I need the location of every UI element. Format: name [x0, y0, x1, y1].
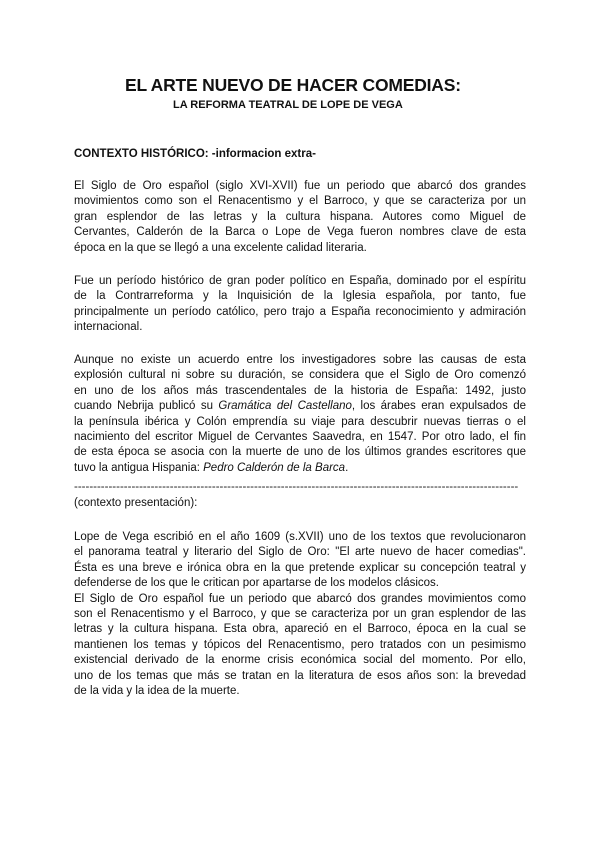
paragraph-line: Aunque no existe un acuerdo entre los investigadores sobre las causas de esta: [74, 354, 526, 366]
paragraph-line: Lope de Vega escribió en el año 1609 (s.XVII) uno de los textos que revolucionaron: [74, 531, 526, 543]
paragraph-siglo-de-oro: [74, 179, 526, 256]
paragraph-lope-de-vega: [74, 530, 526, 699]
paragraph-line: de esta época se asocia con la muerte de uno de los últimos grandes escritores que: [74, 446, 526, 459]
paragraph-line: internacional.: [74, 321, 143, 334]
paragraph-line: [74, 461, 526, 476]
paragraph-line: letras y la cultura hispana. Esta obra, apareció en el Barroco, época en la cual se: [74, 623, 526, 636]
presentation-note: (contexto presentación):: [74, 497, 198, 509]
paragraph-line: mantienen los temas y tópicos del Renacentismo, pero tratados con un pesimismo: [74, 638, 526, 651]
paragraph-line: movimientos como son el Renacentismo y el Barroco, y que se caracteriza por un: [74, 195, 526, 208]
paragraph-line: nacimiento del escritor Miguel de Cervantes Saavedra, en 1547. Por otro lado, el fin: [74, 431, 526, 444]
text-run: tuvo la antigua Hispania:: [74, 461, 204, 474]
paragraph-line: época en la que se llegó a una excelente calidad literaria.: [74, 241, 367, 254]
paragraph-line: Ésta es una breve e irónica obra en la que pretende explicar su concepción teatral y: [74, 561, 526, 574]
section-heading: CONTEXTO HISTÓRICO: -informacion extra-: [74, 148, 316, 160]
paragraph-line: el panorama teatral y literario del Siglo de Oro: "El arte nuevo de hacer comedias".: [74, 546, 526, 559]
paragraph-line: existencial derivado de la enorme crisis económica social del momento. Por ello,: [74, 654, 526, 667]
paragraph-line: de la Contrarreforma y la Inquisición de la Iglesia española, por tanto, fue: [74, 290, 526, 303]
paragraph-line: explosión cultural ni sobre su duración, se considera que el Siglo de Oro comenzó: [74, 369, 526, 382]
paragraph-line: gran esplendor de las letras y la cultura hispana. Autores como Miguel de: [74, 210, 526, 223]
paragraph-line: son el Renacentismo y el Barroco, y que se caracteriza por un gran esplendor de las: [74, 608, 526, 621]
paragraph-line: defenderse de los que le critican por apartarse de los modelos clásicos.: [74, 577, 440, 590]
paragraph-line: en uno de los años más trascendentales de la historia de España: 1492, justo: [74, 384, 526, 397]
paragraph-line: principalmente un período católico, pero trajo a España reconocimiento y admiración: [74, 305, 526, 318]
document-title: EL ARTE NUEVO DE HACER COMEDIAS:: [125, 75, 461, 95]
text-run: , los árabes eran expulsados de: [351, 400, 526, 413]
text-run: .: [345, 461, 349, 474]
paragraph-line: El Siglo de Oro español fue un periodo que abarcó dos grandes movimientos como: [74, 592, 526, 605]
document-subtitle: LA REFORMA TEATRAL DE LOPE DE VEGA: [173, 99, 403, 111]
paragraph-line: [74, 399, 526, 414]
paragraph-line: uno de los temas que más se tratan en la literatura de esos años son: la brevedad: [74, 669, 526, 682]
italic-book-title: Gramática del Castellano: [218, 400, 352, 413]
paragraph-poder-politico: [74, 274, 526, 336]
paragraph-line: de la vida y la idea de la muerte.: [74, 685, 240, 698]
paragraph-line: la península ibérica y Colón emprendía su viaje para descubrir nuevas tierras o el: [74, 415, 526, 428]
text-run: cuando Nebrija publicó su: [74, 400, 219, 413]
paragraph-line: El Siglo de Oro español (siglo XVI-XVII) fue un periodo que abarcó dos grandes: [74, 180, 526, 192]
italic-author-name: Pedro Calderón de la Barca: [203, 461, 346, 474]
dashed-separator: --------------------------------------------------------------------------------------------------------------------: [74, 481, 519, 493]
paragraph-line: Cervantes, Calderón de la Barca o Lope de Vega fueron nombres clave de esta: [74, 226, 526, 239]
paragraph-line: Fue un período histórico de gran poder político en España, dominado por el espíritu: [74, 275, 526, 287]
paragraph-causas: [74, 353, 526, 476]
